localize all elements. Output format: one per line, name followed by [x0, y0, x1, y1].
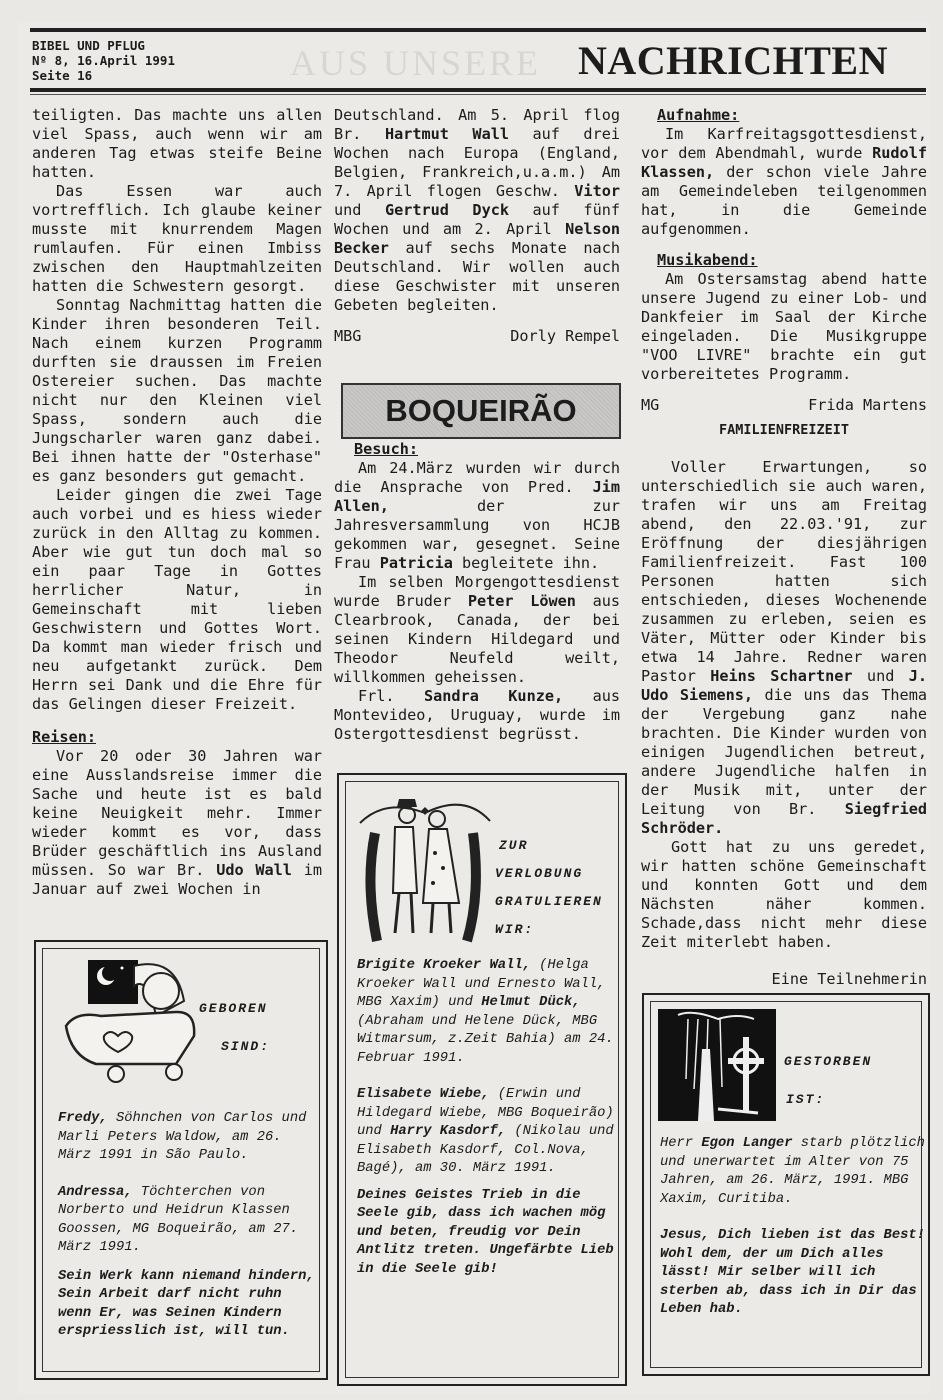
signature-church: MG: [641, 396, 660, 414]
engagement-entry: Brigite Kroeker Wall, (Helga Kroeker Wall und Ernesto Wall, MBG Xaxim) und Helmut Dück, (Abraham und Helene Dück, MBG Witmarsum, z.Zeit Bahia) am 24. Februar 1991.: [357, 958, 614, 1066]
heading-reisen: Reisen:: [32, 728, 97, 746]
top-rule: [30, 28, 926, 32]
header-rule-thin: [30, 94, 926, 95]
signature-author: Frida Martens: [808, 396, 927, 414]
paragraph: teiligten. Das machte uns allen viel Spass, auch wenn wir am anderen Tag etwas steife Beine hatten.: [32, 106, 322, 181]
paragraph: Im selben Morgengottesdienst wurde Bruder Peter Löwen aus Clearbrook, Canada, der bei seinen Kindern Hildegard und Theodor Neufeld weilt, willkommen geheissen.: [334, 573, 621, 686]
engaged-heading-1: ZUR: [499, 838, 529, 853]
paragraph: Leider gingen die zwei Tage auch vorbei und es hiess wieder zurück in den Alltag zu kommen. Aber wie gut tun doch mal so ein paar Tage in Gottes herrlicher Natur, in Gemeinschaft mit lieben Geschwistern und Gottes Wort. Da kommt man wieder frisch und neu aufgetankt zurück. Dem Herrn sei Dank und die Ehre für das Gelingen dieser Freizeit.: [32, 486, 322, 713]
birth-entry: Andressa, Töchterchen von Norberto und Heidrun Klassen Goossen, MG Boqueirão, am 27. März 1991.: [58, 1184, 299, 1255]
paragraph: Vor 20 oder 30 Jahren war eine Ausslandsreise immer die Sache und heute ist es bald keine Neuigkeit mehr. Immer wieder kommt es vor, dass Brüder geschäftlich ins Ausland müssen. So war Br. Udo Wall im Januar auf zwei Wochen in: [32, 747, 322, 898]
births-heading-1: GEBOREN: [199, 1001, 268, 1016]
obituary-heading-2: IST:: [786, 1092, 826, 1107]
engagement-verse: Deines Geistes Trieb in die Seele gib, dass ich wachen mög und beten, freudig vor Dein Antlitz treten. Ungefärbte Lieb in die Seele gib!: [357, 1187, 614, 1277]
column-3: [641, 106, 927, 989]
paragraph: Deutschland. Am 5. April flog Br. Hartmut Wall auf drei Wochen nach Europa (England, Belgien, Frankreich,u.a.m.) Am 7. April flogen Geschw. Vitor und Gertrud Dyck auf fünf Wochen und am 2. April Nelson Becker auf sechs Monate nach Deutschland. Wir wollen auch diese Geschwister mit unseren Gebeten begleiten.: [334, 106, 621, 314]
signature-church: MBG: [334, 327, 362, 345]
births-verse: Sein Werk kann niemand hindern, Sein Arbeit darf nicht ruhn wenn Er, was Seinen Kindern erspriesslich ist, will tun.: [58, 1268, 315, 1339]
section-title: NACHRICHTEN: [578, 38, 888, 83]
obituary-verse: Jesus, Dich lieben ist das Best! Wohl dem, der um Dich alles lässt! Mir selber will ich sterben ab, dass ich in Dir das Leben hab.: [660, 1228, 925, 1317]
section-banner-boqueirao: BOQUEIRÃO: [341, 383, 621, 439]
heading-aufnahme: Aufnahme:: [657, 106, 740, 124]
signature-author: Dorly Rempel: [510, 327, 620, 345]
baby-cradle-icon: [56, 956, 221, 1086]
heading-musikabend: Musikabend:: [657, 251, 758, 269]
obituary-entry: Herr Egon Langer starb plötzlich und unerwartet im Alter von 75 Jahren, am 26. März, 1991. MBG Xaxim, Curitiba.: [660, 1136, 925, 1207]
tree-and-cross-icon: [658, 1009, 776, 1121]
engaged-heading-2: VERLOBUNG: [495, 866, 584, 881]
births-heading-2: SIND:: [221, 1039, 271, 1054]
paragraph: Voller Erwartungen, so unterschiedlich sie auch waren, trafen wir uns am Freitag abend, den 22.03.'91, zur Eröffnung der diesjährigen Familienfreizeit. Fast 100 Personen hatten sich entschieden, dieses Wochenende zusammen zu erleben, seien es Väter, Mütter oder Kinder bis etwa 14 Jahre. Redner waren Pastor Heins Schartner und J. Udo Siemens, die uns das Thema der Vergebung ganz nahe brachten. Die Kinder wurden von einigen Jugendlichen betreut, andere Jugendliche halfen in der Musik mit, unter der Leitung von Br. Siegfried Schröder.: [641, 458, 927, 837]
page-number: Seite 16: [32, 68, 93, 83]
person-name: Udo Wall: [216, 861, 292, 879]
masthead: [32, 38, 175, 83]
signature-line: [641, 396, 927, 415]
paragraph: Am Ostersamstag abend hatte unsere Jugend zu einer Lob- und Dankfeier im Saal der Kirche eingeladen. Die Musikgruppe "VOO LIVRE" brachte ein gut vorbereitetes Programm.: [641, 270, 927, 383]
engagement-entry: Elisabete Wiebe, (Erwin und Hildegard Wiebe, MBG Boqueirão) und Harry Kasdorf, (Nikolau und Elisabeth Kasdorf, Col.Nova, Bagé), am 30. März 1991.: [357, 1087, 614, 1176]
heading-familienfreizeit: FAMILIENFREIZEIT: [718, 422, 850, 438]
signature-author: Eine Teilnehmerin: [771, 970, 927, 988]
obituary-heading-1: GESTORBEN: [784, 1054, 873, 1069]
signature-line: [334, 327, 620, 346]
paragraph: Im Karfreitagsgottesdienst, vor dem Abendmahl, wurde Rudolf Klassen, der schon viele Jahre am Gemeindeleben teilgenommen hat, in die Gemeinde aufgenommen.: [641, 125, 927, 238]
obituary-box: [642, 993, 930, 1376]
engaged-heading-4: WIR:: [495, 922, 535, 937]
issue-line: Nº 8, 16.April 1991: [32, 53, 175, 68]
heading-besuch: Besuch:: [354, 440, 419, 458]
publication-name: BIBEL UND PFLUG: [32, 38, 145, 53]
paragraph: Sonntag Nachmittag hatten die Kinder ihren besonderen Teil. Nach einem kurzen Programm durften sie draussen im Freien Ostereier suchen. Das machte nicht nur den Kleinen viel Spass, sondern auch die Jungscharler waren ganz dabei. Bei ihnen hatte der "Osterhase" es ganz besonders gut gemacht.: [32, 296, 322, 485]
column-1: [32, 106, 322, 899]
ghost-print-through: AUS UNSERE: [290, 43, 542, 83]
paragraph: Am 24.März wurden wir durch die Ansprache von Pred. Jim Allen, der zur Jahresversammlung von HCJB gekommen war, gesegnet. Seine Frau Patricia begleitete ihn.: [334, 459, 620, 572]
births-announcement-box: [34, 940, 328, 1380]
paragraph: Gott hat zu uns geredet, wir hatten schöne Gemeinschaft und konnten Gott und dem Nächsten näher kommen. Schade,dass nicht mehr diese Zeit miterlebt haben.: [641, 838, 927, 951]
engaged-couple-icon: [355, 793, 495, 943]
birth-entry: Fredy, Söhnchen von Carlos und Marli Peters Waldow, am 26. März 1991 in São Paulo.: [58, 1111, 307, 1163]
engagement-announcement-box: [337, 773, 627, 1386]
paragraph: Frl. Sandra Kunze, aus Montevideo, Uruguay, wurde im Ostergottesdienst begrüsst.: [334, 687, 621, 743]
engaged-heading-3: GRATULIEREN: [495, 894, 603, 909]
header-rule: [30, 88, 926, 92]
paragraph: Das Essen war auch vortrefflich. Ich glaube keiner musste mit knurrendem Magen rumlaufen. Für einen Imbiss zwischen den Hauptmahlzeiten hatten die Schwestern gesorgt.: [32, 182, 322, 295]
